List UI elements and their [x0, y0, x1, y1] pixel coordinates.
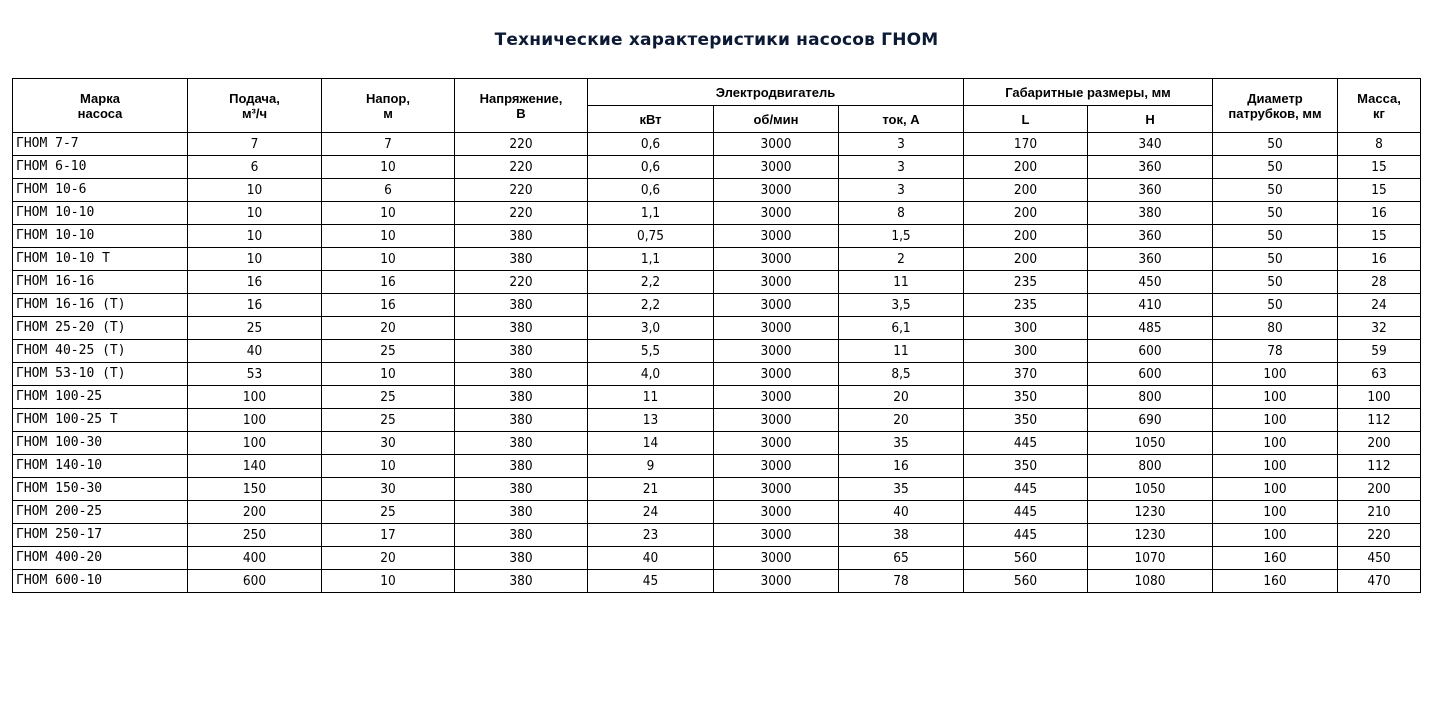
cell-head: 20: [322, 547, 455, 570]
cell-height-h: 360: [1088, 156, 1213, 179]
cell-height-h: 360: [1088, 179, 1213, 202]
table-row: [13, 340, 1421, 363]
cell-current: 3: [839, 133, 964, 156]
cell-height-h: 485: [1088, 317, 1213, 340]
cell-head: 6: [322, 179, 455, 202]
cell-flow: 600: [188, 570, 322, 593]
cell-model: ГНОМ 10-6: [13, 179, 188, 202]
header-dimensions-h: H: [1088, 106, 1213, 133]
cell-flow: 150: [188, 478, 322, 501]
cell-power-kw: 14: [588, 432, 714, 455]
cell-power-kw: 11: [588, 386, 714, 409]
cell-length-l: 200: [964, 156, 1088, 179]
cell-flow: 250: [188, 524, 322, 547]
page-title: Технические характеристики насосов ГНОМ: [494, 30, 939, 50]
table-row: [13, 133, 1421, 156]
cell-diameter: 100: [1213, 386, 1338, 409]
cell-model: ГНОМ 150-30: [13, 478, 188, 501]
cell-mass: 200: [1338, 478, 1421, 501]
cell-power-kw: 9: [588, 455, 714, 478]
table-row: [13, 225, 1421, 248]
cell-head: 16: [322, 294, 455, 317]
cell-power-kw: 0,6: [588, 133, 714, 156]
cell-current: 40: [839, 501, 964, 524]
cell-flow: 10: [188, 202, 322, 225]
cell-model: ГНОМ 16-16: [13, 271, 188, 294]
cell-mass: 112: [1338, 455, 1421, 478]
table-row: [13, 501, 1421, 524]
table-row: [13, 156, 1421, 179]
cell-rpm: 3000: [714, 432, 839, 455]
cell-rpm: 3000: [714, 570, 839, 593]
cell-flow: 400: [188, 547, 322, 570]
cell-flow: 200: [188, 501, 322, 524]
cell-current: 2: [839, 248, 964, 271]
header-diameter: [1213, 79, 1338, 133]
header-dimensions-l: L: [964, 106, 1088, 133]
cell-voltage: 380: [455, 455, 588, 478]
cell-power-kw: 4,0: [588, 363, 714, 386]
cell-diameter: 50: [1213, 179, 1338, 202]
cell-height-h: 1050: [1088, 432, 1213, 455]
cell-flow: 53: [188, 363, 322, 386]
cell-current: 20: [839, 409, 964, 432]
cell-current: 8: [839, 202, 964, 225]
cell-head: 25: [322, 386, 455, 409]
header-motor-kw: кВт: [588, 106, 714, 133]
cell-rpm: 3000: [714, 501, 839, 524]
cell-current: 3: [839, 179, 964, 202]
cell-power-kw: 24: [588, 501, 714, 524]
header-motor-group: Электродвигатель: [588, 79, 964, 106]
cell-height-h: 1230: [1088, 501, 1213, 524]
table-header: [13, 79, 1421, 133]
header-motor-rpm: об/мин: [714, 106, 839, 133]
table-row: [13, 409, 1421, 432]
cell-head: 16: [322, 271, 455, 294]
cell-rpm: 3000: [714, 179, 839, 202]
table-row: [13, 202, 1421, 225]
cell-flow: 16: [188, 271, 322, 294]
cell-length-l: 445: [964, 478, 1088, 501]
cell-length-l: 350: [964, 455, 1088, 478]
cell-head: 25: [322, 340, 455, 363]
header-dimensions-group: Габаритные размеры, мм: [964, 79, 1213, 106]
cell-head: 20: [322, 317, 455, 340]
header-model: [13, 79, 188, 133]
cell-mass: 24: [1338, 294, 1421, 317]
cell-diameter: 50: [1213, 225, 1338, 248]
cell-mass: 28: [1338, 271, 1421, 294]
cell-voltage: 380: [455, 478, 588, 501]
cell-mass: 16: [1338, 248, 1421, 271]
cell-diameter: 100: [1213, 524, 1338, 547]
cell-head: 10: [322, 202, 455, 225]
cell-head: 30: [322, 432, 455, 455]
cell-mass: 16: [1338, 202, 1421, 225]
cell-diameter: 50: [1213, 202, 1338, 225]
cell-diameter: 80: [1213, 317, 1338, 340]
cell-length-l: 200: [964, 179, 1088, 202]
header-diameter-line2: патрубков, мм: [1228, 105, 1322, 121]
cell-head: 10: [322, 455, 455, 478]
cell-rpm: 3000: [714, 225, 839, 248]
cell-head: 10: [322, 225, 455, 248]
cell-diameter: 100: [1213, 501, 1338, 524]
cell-length-l: 350: [964, 386, 1088, 409]
cell-rpm: 3000: [714, 156, 839, 179]
cell-model: ГНОМ 25-20 (Т): [13, 317, 188, 340]
cell-model: ГНОМ 6-10: [13, 156, 188, 179]
table-row: [13, 317, 1421, 340]
cell-model: ГНОМ 10-10: [13, 225, 188, 248]
cell-rpm: 3000: [714, 202, 839, 225]
header-head: [322, 79, 455, 133]
cell-current: 1,5: [839, 225, 964, 248]
cell-voltage: 380: [455, 547, 588, 570]
cell-height-h: 360: [1088, 248, 1213, 271]
cell-head: 25: [322, 501, 455, 524]
cell-voltage: 380: [455, 225, 588, 248]
cell-height-h: 1230: [1088, 524, 1213, 547]
cell-model: ГНОМ 400-20: [13, 547, 188, 570]
table-row: [13, 478, 1421, 501]
cell-length-l: 445: [964, 501, 1088, 524]
cell-flow: 100: [188, 409, 322, 432]
specifications-table: [12, 78, 1421, 593]
cell-height-h: 800: [1088, 386, 1213, 409]
cell-current: 3,5: [839, 294, 964, 317]
cell-mass: 59: [1338, 340, 1421, 363]
cell-current: 20: [839, 386, 964, 409]
cell-rpm: 3000: [714, 248, 839, 271]
cell-voltage: 380: [455, 570, 588, 593]
cell-rpm: 3000: [714, 409, 839, 432]
cell-current: 78: [839, 570, 964, 593]
cell-mass: 100: [1338, 386, 1421, 409]
header-diameter-line1: Диаметр: [1247, 90, 1303, 106]
cell-current: 11: [839, 340, 964, 363]
cell-mass: 15: [1338, 225, 1421, 248]
cell-mass: 200: [1338, 432, 1421, 455]
cell-flow: 16: [188, 294, 322, 317]
cell-length-l: 560: [964, 570, 1088, 593]
cell-mass: 8: [1338, 133, 1421, 156]
cell-model: ГНОМ 16-16 (Т): [13, 294, 188, 317]
header-voltage-line1: Напряжение,: [479, 90, 563, 106]
cell-rpm: 3000: [714, 524, 839, 547]
table-row: [13, 248, 1421, 271]
cell-model: ГНОМ 200-25: [13, 501, 188, 524]
cell-length-l: 560: [964, 547, 1088, 570]
cell-mass: 15: [1338, 179, 1421, 202]
cell-power-kw: 2,2: [588, 271, 714, 294]
cell-head: 7: [322, 133, 455, 156]
cell-diameter: 160: [1213, 547, 1338, 570]
cell-diameter: 50: [1213, 294, 1338, 317]
cell-length-l: 235: [964, 271, 1088, 294]
header-mass-line1: Масса,: [1357, 90, 1401, 106]
cell-head: 10: [322, 248, 455, 271]
cell-diameter: 100: [1213, 409, 1338, 432]
cell-diameter: 160: [1213, 570, 1338, 593]
cell-voltage: 380: [455, 294, 588, 317]
cell-model: ГНОМ 53-10 (Т): [13, 363, 188, 386]
cell-model: ГНОМ 250-17: [13, 524, 188, 547]
cell-model: ГНОМ 100-25 Т: [13, 409, 188, 432]
cell-rpm: 3000: [714, 133, 839, 156]
cell-voltage: 380: [455, 409, 588, 432]
cell-voltage: 380: [455, 501, 588, 524]
cell-power-kw: 40: [588, 547, 714, 570]
cell-diameter: 100: [1213, 478, 1338, 501]
cell-height-h: 380: [1088, 202, 1213, 225]
cell-current: 6,1: [839, 317, 964, 340]
cell-flow: 140: [188, 455, 322, 478]
header-model-line2: насоса: [77, 105, 123, 121]
cell-model: ГНОМ 40-25 (Т): [13, 340, 188, 363]
cell-voltage: 380: [455, 524, 588, 547]
cell-voltage: 380: [455, 363, 588, 386]
cell-voltage: 380: [455, 248, 588, 271]
cell-current: 3: [839, 156, 964, 179]
cell-model: ГНОМ 100-30: [13, 432, 188, 455]
cell-model: ГНОМ 140-10: [13, 455, 188, 478]
cell-head: 25: [322, 409, 455, 432]
header-model-line1: Марка: [80, 90, 120, 106]
header-flow: [188, 79, 322, 133]
cell-current: 11: [839, 271, 964, 294]
cell-length-l: 445: [964, 524, 1088, 547]
cell-diameter: 100: [1213, 432, 1338, 455]
cell-voltage: 380: [455, 432, 588, 455]
cell-power-kw: 45: [588, 570, 714, 593]
cell-voltage: 380: [455, 317, 588, 340]
header-mass-line2: кг: [1373, 105, 1385, 121]
cell-rpm: 3000: [714, 340, 839, 363]
cell-length-l: 235: [964, 294, 1088, 317]
cell-height-h: 1050: [1088, 478, 1213, 501]
cell-height-h: 340: [1088, 133, 1213, 156]
header-flow-line2: м³/ч: [241, 105, 268, 121]
table-row: [13, 432, 1421, 455]
cell-voltage: 220: [455, 271, 588, 294]
cell-power-kw: 3,0: [588, 317, 714, 340]
cell-height-h: 600: [1088, 363, 1213, 386]
cell-mass: 15: [1338, 156, 1421, 179]
cell-voltage: 220: [455, 179, 588, 202]
table-row: [13, 524, 1421, 547]
cell-current: 35: [839, 432, 964, 455]
header-motor-current: ток, А: [839, 106, 964, 133]
cell-model: ГНОМ 100-25: [13, 386, 188, 409]
cell-current: 35: [839, 478, 964, 501]
cell-power-kw: 0,6: [588, 179, 714, 202]
cell-flow: 6: [188, 156, 322, 179]
cell-power-kw: 1,1: [588, 248, 714, 271]
header-mass: [1338, 79, 1421, 133]
cell-power-kw: 21: [588, 478, 714, 501]
cell-power-kw: 0,6: [588, 156, 714, 179]
table-row: [13, 386, 1421, 409]
cell-current: 65: [839, 547, 964, 570]
cell-rpm: 3000: [714, 294, 839, 317]
cell-voltage: 380: [455, 340, 588, 363]
cell-power-kw: 23: [588, 524, 714, 547]
cell-rpm: 3000: [714, 386, 839, 409]
header-flow-line1: Подача,: [229, 90, 280, 106]
cell-model: ГНОМ 7-7: [13, 133, 188, 156]
cell-length-l: 300: [964, 317, 1088, 340]
cell-head: 10: [322, 156, 455, 179]
cell-height-h: 410: [1088, 294, 1213, 317]
cell-diameter: 50: [1213, 133, 1338, 156]
cell-height-h: 1070: [1088, 547, 1213, 570]
cell-rpm: 3000: [714, 317, 839, 340]
cell-head: 10: [322, 363, 455, 386]
cell-current: 16: [839, 455, 964, 478]
cell-height-h: 360: [1088, 225, 1213, 248]
cell-length-l: 200: [964, 225, 1088, 248]
table-row: [13, 294, 1421, 317]
header-voltage: [455, 79, 588, 133]
cell-mass: 112: [1338, 409, 1421, 432]
cell-voltage: 380: [455, 386, 588, 409]
table-row: [13, 363, 1421, 386]
table-body: [13, 133, 1421, 593]
table-row: [13, 455, 1421, 478]
cell-rpm: 3000: [714, 271, 839, 294]
cell-diameter: 100: [1213, 455, 1338, 478]
cell-height-h: 1080: [1088, 570, 1213, 593]
cell-mass: 210: [1338, 501, 1421, 524]
cell-head: 30: [322, 478, 455, 501]
cell-flow: 10: [188, 248, 322, 271]
cell-power-kw: 13: [588, 409, 714, 432]
table-row: [13, 271, 1421, 294]
cell-diameter: 100: [1213, 363, 1338, 386]
cell-diameter: 78: [1213, 340, 1338, 363]
cell-flow: 7: [188, 133, 322, 156]
cell-length-l: 200: [964, 248, 1088, 271]
cell-voltage: 220: [455, 156, 588, 179]
cell-diameter: 50: [1213, 271, 1338, 294]
cell-power-kw: 2,2: [588, 294, 714, 317]
cell-rpm: 3000: [714, 478, 839, 501]
cell-rpm: 3000: [714, 547, 839, 570]
cell-voltage: 220: [455, 202, 588, 225]
cell-length-l: 300: [964, 340, 1088, 363]
cell-length-l: 170: [964, 133, 1088, 156]
cell-power-kw: 1,1: [588, 202, 714, 225]
cell-flow: 10: [188, 179, 322, 202]
cell-height-h: 600: [1088, 340, 1213, 363]
cell-height-h: 450: [1088, 271, 1213, 294]
cell-height-h: 800: [1088, 455, 1213, 478]
cell-model: ГНОМ 600-10: [13, 570, 188, 593]
cell-current: 8,5: [839, 363, 964, 386]
cell-mass: 470: [1338, 570, 1421, 593]
cell-model: ГНОМ 10-10 Т: [13, 248, 188, 271]
cell-mass: 450: [1338, 547, 1421, 570]
cell-head: 10: [322, 570, 455, 593]
cell-length-l: 200: [964, 202, 1088, 225]
cell-length-l: 445: [964, 432, 1088, 455]
cell-height-h: 690: [1088, 409, 1213, 432]
header-head-line1: Напор,: [366, 90, 410, 106]
cell-diameter: 50: [1213, 248, 1338, 271]
table-row: [13, 570, 1421, 593]
table-row: [13, 179, 1421, 202]
cell-current: 38: [839, 524, 964, 547]
cell-power-kw: 5,5: [588, 340, 714, 363]
cell-diameter: 50: [1213, 156, 1338, 179]
cell-rpm: 3000: [714, 455, 839, 478]
table-row: [13, 547, 1421, 570]
cell-mass: 220: [1338, 524, 1421, 547]
cell-mass: 63: [1338, 363, 1421, 386]
header-voltage-line2: В: [516, 105, 526, 121]
cell-length-l: 370: [964, 363, 1088, 386]
cell-voltage: 220: [455, 133, 588, 156]
cell-flow: 100: [188, 432, 322, 455]
cell-head: 17: [322, 524, 455, 547]
cell-model: ГНОМ 10-10: [13, 202, 188, 225]
cell-mass: 32: [1338, 317, 1421, 340]
cell-flow: 10: [188, 225, 322, 248]
cell-rpm: 3000: [714, 363, 839, 386]
cell-flow: 25: [188, 317, 322, 340]
cell-length-l: 350: [964, 409, 1088, 432]
cell-power-kw: 0,75: [588, 225, 714, 248]
header-head-line2: м: [383, 105, 393, 121]
cell-flow: 100: [188, 386, 322, 409]
cell-flow: 40: [188, 340, 322, 363]
